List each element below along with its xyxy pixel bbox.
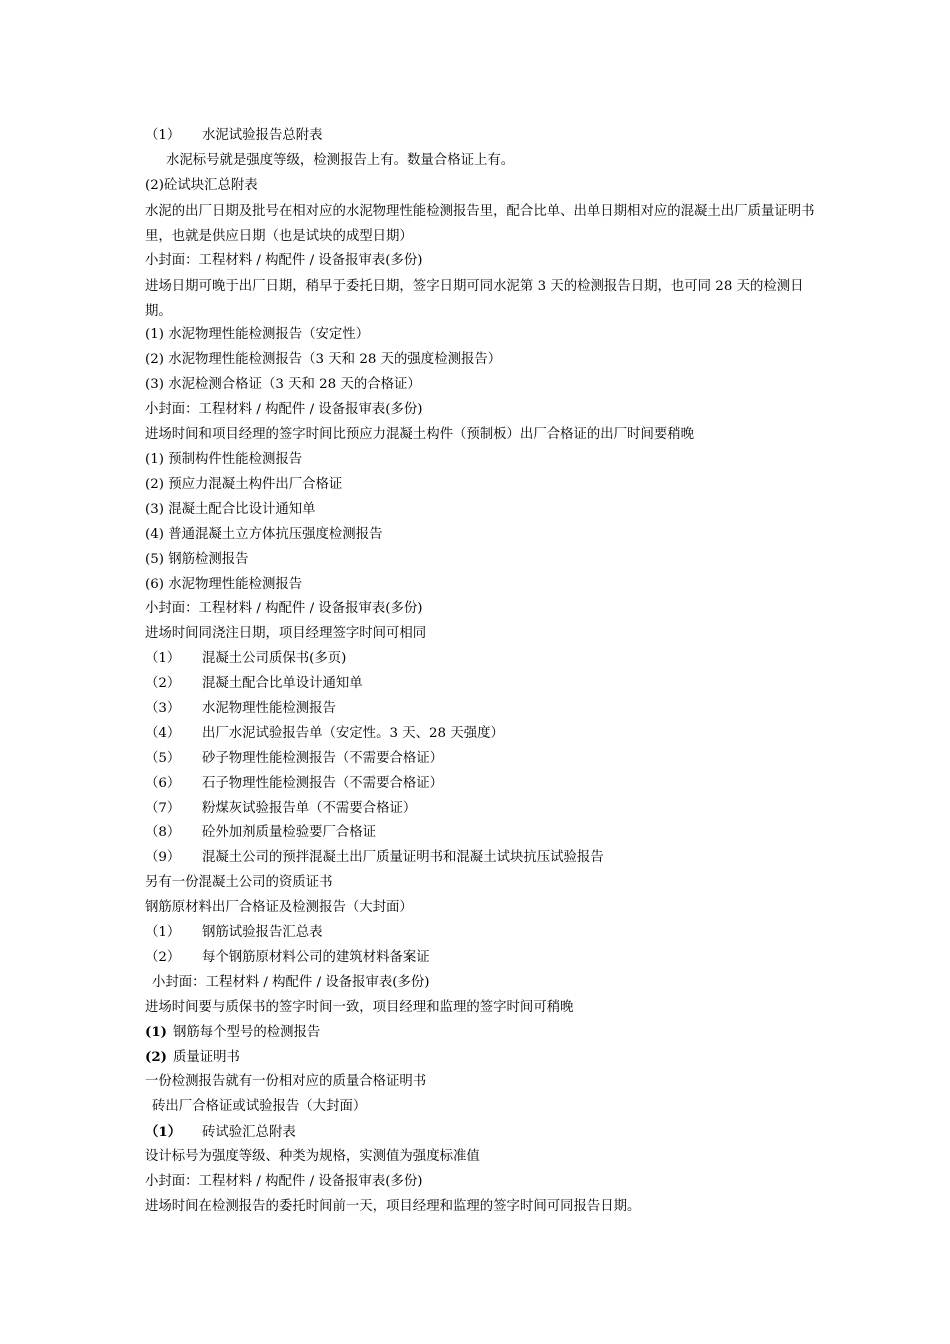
list-item: (2) 预应力混凝土构件出厂合格证 [145, 477, 343, 492]
paragraph: 水泥标号就是强度等级，检测报告上有。数量合格证上有。 [166, 153, 515, 168]
list-item: （5） 砂子物理性能检测报告（不需要合格证） [145, 751, 444, 766]
list-item: （1） 水泥试验报告总附表 [145, 128, 323, 143]
list-item: （2） 混凝土配合比单设计通知单 [145, 676, 363, 691]
paragraph: 水泥的出厂日期及批号在相对应的水泥物理性能检测报告里，配合比单、出单日期相对应的混凝土出厂质量证明书里，也就是供应日期（也是试块的成型日期） [145, 204, 815, 244]
section-heading: (2)砼试块汇总附表 [145, 178, 258, 193]
list-item: (1) 水泥物理性能检测报告（安定性） [145, 327, 370, 342]
list-item: （1） 钢筋试验报告汇总表 [145, 925, 323, 940]
list-item: （3） 水泥物理性能检测报告 [145, 701, 336, 716]
paragraph: 进场日期可晚于出厂日期，稍早于委托日期，签字日期可同水泥第 3 天的检测报告日期，也可同 28 天的检测日期。 [145, 279, 804, 319]
sub-cover-line: 小封面：工程材料 / 构配件 / 设备报审表(多份) [152, 975, 430, 990]
list-item: （2） 每个钢筋原材料公司的建筑材料备案证 [145, 950, 430, 965]
list-item: (3) 水泥检测合格证（3 天和 28 天的合格证） [145, 377, 421, 392]
sub-cover-line: 小封面：工程材料 / 构配件 / 设备报审表(多份) [145, 402, 423, 417]
paragraph: 进场时间同浇注日期，项目经理签字时间可相同 [145, 626, 427, 641]
list-item: (6) 水泥物理性能检测报告 [145, 577, 303, 592]
list-item: (2) 质量证明书 [145, 1049, 240, 1065]
section-heading: 砖出厂合格证或试验报告（大封面） [152, 1099, 367, 1114]
list-item: (4) 普通混凝土立方体抗压强度检测报告 [145, 527, 383, 542]
paragraph: 设计标号为强度等级、种类为规格，实测值为强度标准值 [145, 1149, 480, 1164]
sub-cover-line: 小封面：工程材料 / 构配件 / 设备报审表(多份) [145, 253, 423, 268]
list-item: (1) 钢筋每个型号的检测报告 [145, 1024, 321, 1040]
paragraph: 另有一份混凝土公司的资质证书 [145, 875, 333, 890]
list-item: (3) 混凝土配合比设计通知单 [145, 502, 316, 517]
paragraph: 一份检测报告就有一份相对应的质量合格证明书 [145, 1074, 427, 1089]
list-item: （8） 砼外加剂质量检验要厂合格证 [145, 825, 377, 840]
paragraph: 进场时间在检测报告的委托时间前一天，项目经理和监理的签字时间可同报告日期。 [145, 1199, 641, 1214]
list-item: (2) 水泥物理性能检测报告（3 天和 28 天的强度检测报告） [145, 352, 502, 367]
list-item: （7） 粉煤灰试验报告单（不需要合格证） [145, 801, 417, 816]
list-item: （1） 混凝土公司质保书(多页) [145, 651, 347, 666]
sub-cover-line: 小封面：工程材料 / 构配件 / 设备报审表(多份) [145, 601, 423, 616]
paragraph: 进场时间和项目经理的签字时间比预应力混凝土构件（预制板）出厂合格证的出厂时间要稍晚 [145, 427, 695, 442]
list-item: （1） 砖试验汇总附表 [145, 1124, 296, 1140]
list-item: （4） 出厂水泥试验报告单（安定性。3 天、28 天强度） [145, 726, 504, 741]
paragraph: 进场时间要与质保书的签字时间一致，项目经理和监理的签字时间可稍晚 [145, 1000, 574, 1015]
sub-cover-line: 小封面：工程材料 / 构配件 / 设备报审表(多份) [145, 1174, 423, 1189]
list-item: （6） 石子物理性能检测报告（不需要合格证） [145, 776, 444, 791]
list-item: （9） 混凝土公司的预拌混凝土出厂质量证明书和混凝土试块抗压试验报告 [145, 850, 604, 865]
list-item: (1) 预制构件性能检测报告 [145, 452, 303, 467]
section-heading: 钢筋原材料出厂合格证及检测报告（大封面） [145, 900, 413, 915]
list-item: (5) 钢筋检测报告 [145, 552, 249, 567]
